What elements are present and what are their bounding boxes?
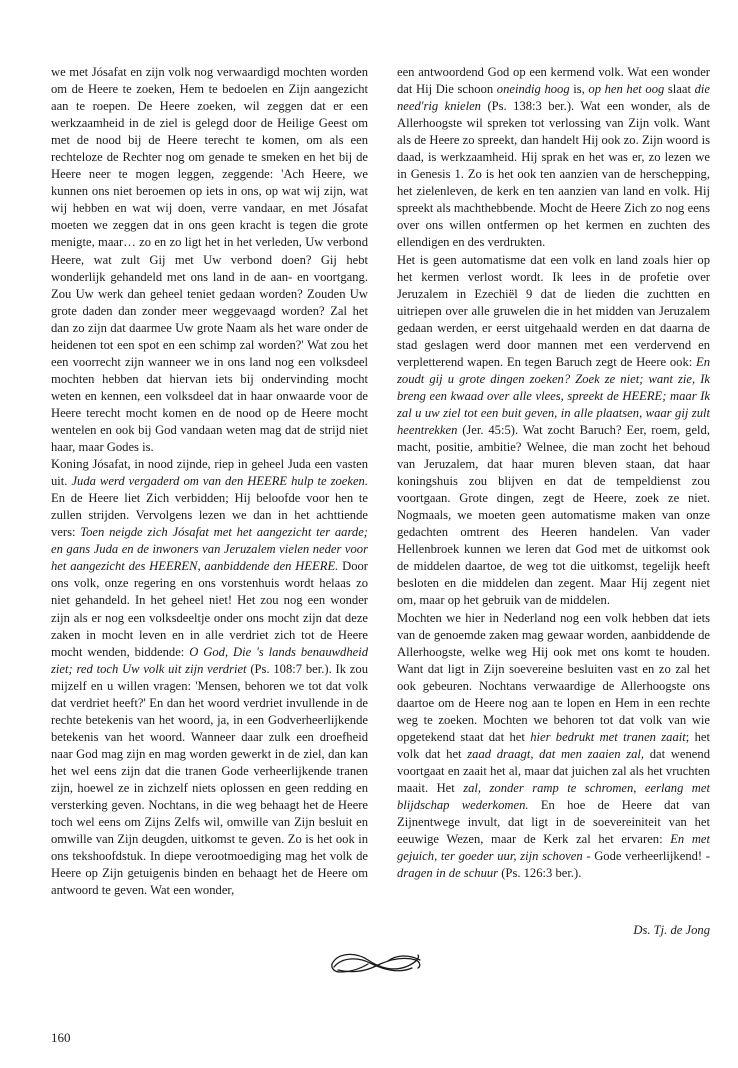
text-run: Koning Jósafat, in nood zijnde, riep in geheel Juda een vasten uit. <box>51 457 368 489</box>
paragraph <box>397 610 710 883</box>
scripture-quote: Toen neigde zich Jósafat met het aangezicht ter aarde; en gans Juda en de inwoners van Jeruzalem vielen neder voor het aangezicht des HEEREN, aanbiddende den HEERE. <box>51 525 368 574</box>
psalm-quote: oneindig hoog <box>496 82 570 97</box>
text-run: Door ons volk, onze regering en ons vorstenhuis wordt helaas zo niet gehandeld. In het geheel niet! Het zou nog een wonder zijn als er nog een volksdeeltje onder ons mocht zijn dat deze zaken in mocht leven en in alle verdriet zich tot de Heere mocht wenden, biddende: <box>51 559 368 659</box>
psalm-quote: hier bedrukt met tranen zaait <box>530 729 686 744</box>
psalm-quote: op hen het oog <box>588 82 665 97</box>
text-run: dat wenend voortgaat en zaait het al, maar dat juichen zal als het vruchten maait. Het <box>397 746 710 795</box>
psalm-quote: O God, Die 's lands benauwdheid ziet; red toch Uw volk uit zijn verdriet <box>51 644 369 676</box>
psalm-quote: dragen in de schuur <box>397 866 499 881</box>
page-number: 160 <box>51 1030 71 1045</box>
text-run: slaat <box>664 82 695 97</box>
paragraph <box>397 252 710 610</box>
text-run: is, <box>569 82 589 97</box>
flourish-ornament-icon <box>328 948 424 978</box>
text-run: Mochten we hier in Nederland nog een volk hebben dat iets van de genoemde zaken mag gewaar worden, aanbiddende de Allerhoogste, welke weg Hij ook met ons komt te houden. Want dat ligt in Zijn soevereine besluiten vast en zo zal het ook gebeuren. Nochtans verwaardige de Allerhoogste ons daartoe om de Heere nog aan te lopen en Hem in een rechte weg te zoeken. Mochten we behoren tot dat volk van wie opgetekend staat dat het <box>397 610 710 744</box>
text-run: (Ps. 108:7 ber.). Ik zou mijzelf en u willen vragen: 'Mensen, behoren we tot dat volk dat verdriet heeft?' En dan het woord verdriet invullende in de rechte betekenis van het woord, ja, in een Godverheerlijkende betekenis van het woord. Wanneer daar zulk een droefheid naar God mag zijn en mag worden gewerkt in de ziel, dan kan het wel eens zijn dat die tranen Gode verheerlijkende tranen zijn, hoewel ze in zichzelf niets oplossen en geen redding en versterking geven. Nochtans, in die weg behaagt het de Heere toch wel eens om Zijns Zelfs wil, omwille van Zijn besluit en omwille van Zijn deugden, uitkomst te geven. Zo is het ook in ons tekshoofdstuk. In diepe verootmoediging mag het volk de Heere op Zijn getuigenis binden en behaagt het de Heere om antwoord te geven. Wat een wonder, <box>51 661 368 898</box>
paragraph <box>51 456 368 899</box>
left-column <box>51 64 368 899</box>
psalm-quote: zal, zonder ramp te schromen, eerlang met blijdschap wederkomen. <box>397 780 710 813</box>
text-run: ; het volk dat het <box>397 729 710 761</box>
text-run: En hoe de Heere dat van Zijnentwege invult, dat ligt in de soevereiniteit van het eeuwige Wezen, maar de Kerk zal het ervaren: <box>397 798 710 847</box>
text-run: (Ps. 138:3 ber.). Wat een wonder, als de Allerhoogste wil spreken tot verlossing van Zijn volk. Want als de Heere zo spreekt, dan handelt Hij ook zo. Zijn woord is daad, is werkzaamheid. Hij sprak en het was er, zo lezen we in Genesis 1. Zo is het ook ten aanzien van de herschepping, het zielenleven, de kerk en ten aanzien van land en volk. Hij spreekt als machthebbende. Mocht de Heere Zich zo nog eens over ons willen ontfermen op het kermen en zuchten des ellendigen en des verdrukten. <box>397 99 710 250</box>
author-signature: Ds. Tj. de Jong <box>633 923 710 937</box>
psalm-quote: zaad draagt, dat men zaaien zal, <box>467 746 645 761</box>
text-run: een antwoordend God op een kermend volk. Wat een wonder dat Hij Die schoon <box>397 65 710 97</box>
text-run: Het is geen automatisme dat een volk en land zoals hier op het kermen verlost wordt. Ik lees in de profetie over Jeruzalem in Ezechiël 9 dat de lieden die zuchtten en uitriepen over alle gruwelen die in het midden van Jeruzalem gedaan werden, er eerst uitgehaald werden en dat daarna de stad geslagen werd door mannen met een verdervend en verpletterend wapen. En tegen Baruch zegt de Heere ook: <box>397 252 710 369</box>
scripture-quote: En zoudt gij u grote dingen zoeken? Zoek ze niet; want zie, Ik breng een kwaad over alle vlees, spreekt de HEERE; maar Ik zal u uw ziel tot een buit geven, in alle plaatsen, waar gij zult heentrekken <box>397 354 710 437</box>
psalm-quote: die need'rig knielen <box>397 82 710 114</box>
right-column <box>397 64 710 882</box>
text-run: (Jer. 45:5). Wat zocht Baruch? Eer, roem, geld, macht, positie, ambitie? Welnee, die man zocht het behoud van Jeruzalem, dat haar muren bleven staan, dat haar koningshuis zou blijven en dat de tempeldienst zou voortgaan. Grote dingen, zegt de Heere, zoek ze niet. Nogmaals, we moeten geen automatisme maken van onze gedachten omtrent des Heeren handelen. Van vader Hellenbroek kunnen we leren dat God met de uitkomst ook de middelen daartoe, de weg tot die uitkomst, tegelijk heeft besloten en die middelen dan zegent. Maar Hij zegent niet om, maar op het gebruik van de middelen. <box>397 422 710 608</box>
text-run: - Gode verheerlijkend! - <box>582 849 710 864</box>
text-run: En de Heere liet Zich verbidden; Hij beloofde voor hen te zullen strijden. Vervolgens lezen we dan in het achttiende vers: <box>51 491 368 540</box>
psalm-quote: En met gejuich, ter goeder uur, zijn schoven <box>397 832 710 864</box>
paragraph: we met Jósafat en zijn volk nog verwaardigd mochten worden om de Heere te zoeken, Hem te bedoelen en Zijn aangezicht aan te roepen. De Heere zoeken, wil zeggen dat er een werkzaamheid in de ziel is gelegd door de Heilige Geest om met de nood bij de Heere terecht te komen, om als een rechteloze de Rechter nog om genade te smeken en het bij de Heere neer te mogen leggen, zeggende: 'Ach Heere, we kunnen ons niet beroemen op iets in ons, op wat wij zijn, wat wij hebben en wat wij doen, verre vandaar, en met Jósafat moeten we zeggen dat in ons geen kracht is tegen die grote menigte, maar… zo en zo ligt het in het verleden, Uw verbond Heere, wat zult Gij met Uw verbond doen? Gij hebt wonderlijk gehandeld met ons land in de aan- en voortgang. Zou Uw werk dan geheel teniet gedaan worden? Zouden Uw grote daden dan zonder meer weggevaagd worden? Zal het dan zo zijn dat daarmee Uw grote Naam als het ware onder de heidenen tot een spot en een schimp zal worden?' Wat zou het een voorrecht zijn wanneer we in ons land nog een volksdeel mochten hebben dat hiervan iets bij ondervinding mocht weten en kennen, een volksdeel dat in haar onwaarde voor de Heere terecht mocht komen en de nood op de Heere mocht wentelen en ook bij God vandaan weten mag dat de strijd niet haar, maar Godes is. <box>51 65 368 455</box>
text-run: (Ps. 126:3 ber.). <box>498 866 582 881</box>
paragraph <box>397 64 710 252</box>
scripture-quote: Juda werd vergaderd om van den HEERE hulp te zoeken. <box>71 474 369 489</box>
